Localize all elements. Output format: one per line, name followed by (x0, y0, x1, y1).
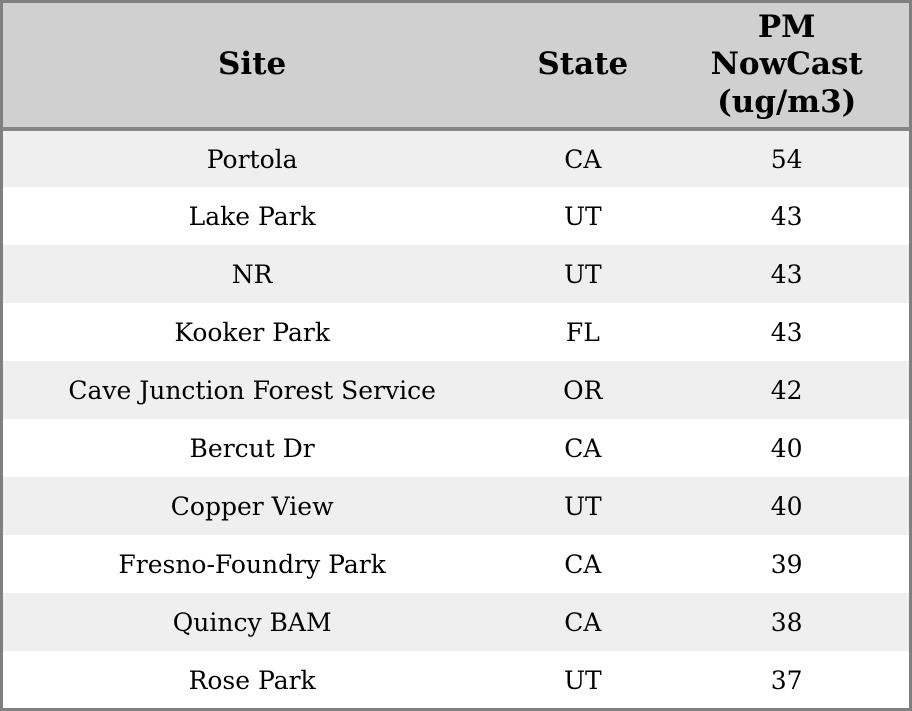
table-row (3, 651, 909, 709)
table-row (3, 419, 909, 477)
header-row (3, 3, 909, 129)
pm-value-cell: 38 (664, 593, 909, 651)
site-cell: Rose Park (3, 651, 501, 709)
pm-value-cell: 43 (664, 187, 909, 245)
site-pm-table (3, 3, 909, 709)
site-cell: Portola (3, 129, 501, 187)
table-row (3, 245, 909, 303)
pm-value-cell: 42 (664, 361, 909, 419)
table-row (3, 187, 909, 245)
table-row (3, 361, 909, 419)
state-cell: UT (501, 187, 664, 245)
pm-value-cell: 43 (664, 245, 909, 303)
header-pm-nowcast-label: PM NowCast (ug/m3) (710, 9, 863, 120)
pm-value-cell: 40 (664, 419, 909, 477)
pm-value-cell: 54 (664, 129, 909, 187)
site-cell: Lake Park (3, 187, 501, 245)
site-cell: Fresno-Foundry Park (3, 535, 501, 593)
table-row (3, 593, 909, 651)
header-state: State (501, 3, 664, 129)
pm-value-cell: 39 (664, 535, 909, 593)
site-cell: Kooker Park (3, 303, 501, 361)
table-row (3, 535, 909, 593)
state-cell: CA (501, 535, 664, 593)
state-cell: OR (501, 361, 664, 419)
table-row (3, 477, 909, 535)
state-cell: UT (501, 651, 664, 709)
table-header (3, 3, 909, 129)
pm-value-cell: 37 (664, 651, 909, 709)
pm-value-cell: 40 (664, 477, 909, 535)
table-row (3, 303, 909, 361)
site-cell: Quincy BAM (3, 593, 501, 651)
state-cell: FL (501, 303, 664, 361)
site-cell: Cave Junction Forest Service (3, 361, 501, 419)
pm-value-cell: 43 (664, 303, 909, 361)
header-site: Site (3, 3, 501, 129)
state-cell: UT (501, 245, 664, 303)
site-cell: NR (3, 245, 501, 303)
table-body (3, 129, 909, 709)
table-row (3, 129, 909, 187)
header-pm-nowcast (664, 3, 909, 129)
state-cell: CA (501, 129, 664, 187)
state-cell: CA (501, 419, 664, 477)
state-cell: CA (501, 593, 664, 651)
site-cell: Copper View (3, 477, 501, 535)
state-cell: UT (501, 477, 664, 535)
site-cell: Bercut Dr (3, 419, 501, 477)
